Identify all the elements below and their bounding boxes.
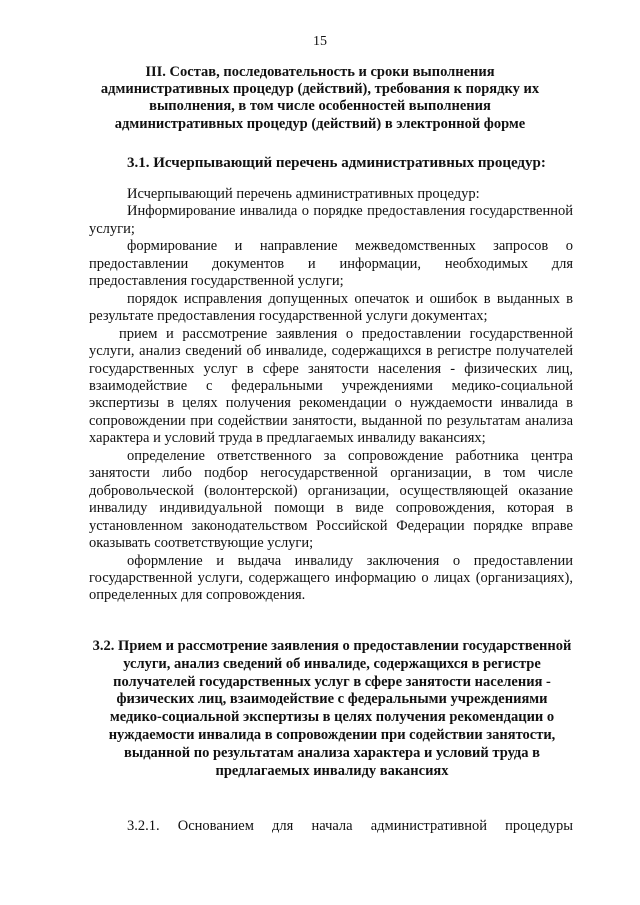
paragraph-start: 3.2.1. Основанием для начала административной процедуры bbox=[127, 818, 573, 834]
subsection-title: 3.2. Прием и рассмотрение заявления о предоставлении государственной услуги, анализ сведений об инвалиде, содержащихся в регистре получателей государственных услуг в сфере занятости населения - физических лиц, взаимодействие с федеральными учреждениями медико-социальной экспертизы в целях получения рекомендации о нуждаемости инвалида в сопровождении при содействии занятости, выданной по результатам анализа характера и условий труда в предлагаемых инвалиду вакансиях bbox=[92, 638, 572, 779]
paragraph: оформление и выдача инвалиду заключения о предоставлении государственной услуги, содержащего информацию о лицах (организациях), определенных для сопровождения. bbox=[89, 552, 573, 604]
page-number: 15 bbox=[313, 34, 327, 49]
procedure-list bbox=[89, 186, 573, 605]
subsection-heading: 3.1. Исчерпывающий перечень административных процедур: bbox=[127, 155, 546, 171]
paragraph: прием и рассмотрение заявления о предоставлении государственной услуги, анализ сведений об инвалиде, содержащихся в регистре получателей государственных услуг в сфере занятости населения - физических лиц, взаимодействие с федеральными учреждениями медико-социальной экспертизы в целях получения рекомендации о нуждаемости инвалида в сопровождении при содействии занятости, выданной по результатам анализа характера и условий труда в предлагаемых инвалиду вакансиях; bbox=[89, 325, 573, 447]
paragraph: формирование и направление межведомственных запросов о предоставлении документов и информации, необходимых для предоставления государственной услуги; bbox=[89, 238, 573, 290]
paragraph: Информирование инвалида о порядке предоставления государственной услуги; bbox=[89, 203, 573, 237]
paragraph: порядок исправления допущенных опечаток и ошибок в выданных в результате предоставления государственной услуги документах; bbox=[89, 290, 573, 325]
paragraph: определение ответственного за сопровождение работника центра занятости либо подбор негосударственной организации, в том числе добровольческой (волонтерской) организации, осуществляющей оказание инвалиду индивидуальной помощи в виде сопровождения, которая в установленном законодательством Российской Федерации порядке вправе оказывать соответствующие услуги; bbox=[89, 447, 573, 552]
section-title: III. Состав, последовательность и сроки выполнения административных процедур (действий), требования к порядку их выполнения, в том числе особенностей выполнения административных процедур (действий) в электронной форме bbox=[100, 64, 540, 132]
paragraph: Исчерпывающий перечень административных процедур: bbox=[127, 186, 480, 202]
